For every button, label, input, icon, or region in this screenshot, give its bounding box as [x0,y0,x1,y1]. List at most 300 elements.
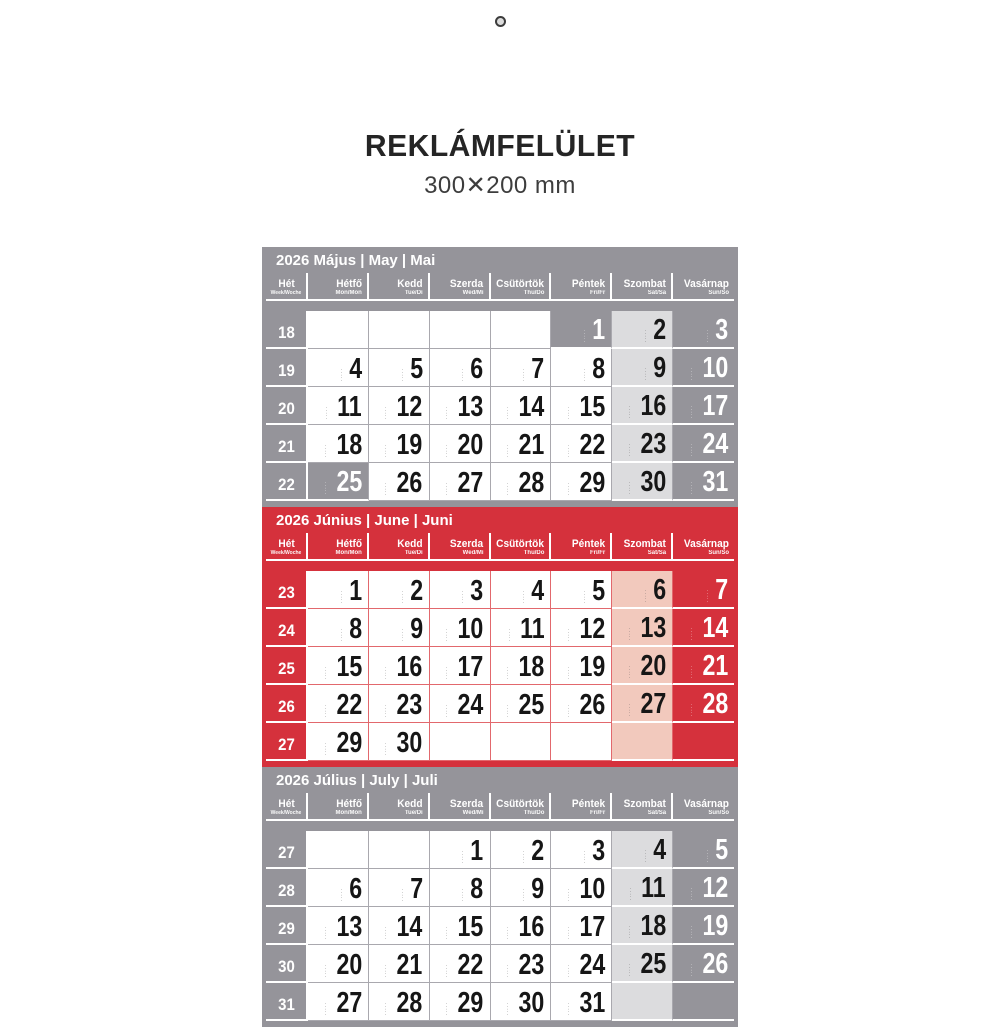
nameday-text: ····· [506,627,513,641]
day-number: 5 [409,352,423,385]
nameday-text: ····· [322,480,329,494]
weekday-sublabel: Sun/So [708,810,729,816]
week-col-header [266,793,308,821]
day-cell [673,831,734,869]
week-col-sublabel: Week/Woche [270,810,302,816]
weekday-sublabel: Mon/Mon [335,550,362,556]
nameday-text: ····· [322,1001,329,1015]
day-number: 26 [579,688,606,721]
nameday-text: ····· [399,589,406,603]
day-cell [491,945,552,983]
weekday-header-cell [308,793,369,821]
nameday-text: ····· [582,367,589,381]
nameday-text: ····· [505,925,512,939]
weekday-sublabel: Fri/Fr [589,290,606,296]
day-cell [308,723,369,761]
nameday-text: ····· [626,924,633,938]
nameday-text: ····· [643,588,649,602]
day-number: 27 [336,986,362,1019]
week-number-cell [266,983,308,1021]
day-number: 17 [702,390,728,422]
week-col-label: Hét [278,537,295,550]
day-cell [369,685,430,723]
nameday-text: ····· [566,443,573,457]
nameday-text: ····· [383,405,390,419]
nameday-text: ····· [582,849,589,863]
week-number: 25 [277,659,295,678]
day-number: 16 [518,910,545,943]
weekday-sublabel: Sat/Sa [647,290,667,296]
day-cell [308,463,369,501]
day-cell [430,945,491,983]
nameday-text: ····· [704,588,711,602]
day-number: 24 [457,688,484,721]
day-number: 7 [715,574,728,606]
nameday-text: ····· [688,442,695,456]
weekday-sublabel: Thu/Do [523,290,545,296]
day-cell [551,983,612,1021]
day-cell [551,311,612,349]
day-cell [369,945,430,983]
nameday-text: ····· [324,405,331,419]
day-number: 25 [336,466,362,498]
nameday-text: ····· [383,665,390,679]
day-number: 26 [702,948,728,980]
day-number: 5 [592,574,606,607]
nameday-text: ····· [322,703,329,717]
month-card-june [262,507,738,767]
week-number: 27 [277,843,295,862]
day-number: 14 [518,390,545,423]
weekday-header-cell [551,533,612,561]
nameday-text: ····· [566,703,573,717]
month-card-may [262,247,738,507]
nameday-text: ····· [688,962,695,976]
weekday-header-cell [491,533,552,561]
day-cell [551,723,612,761]
nameday-text: ····· [460,849,467,863]
day-number: 26 [396,466,423,499]
nameday-text: ····· [566,665,573,679]
nameday-text: ····· [688,404,695,418]
week-col-sublabel: Week/Woche [270,290,302,296]
weekday-label: Csütörtök [496,277,545,290]
day-cell [491,571,552,609]
day-cell [369,387,430,425]
nameday-text: ····· [383,963,390,977]
day-cell [430,311,491,349]
day-number: 6 [470,352,484,385]
nameday-text: ····· [383,1001,390,1015]
day-number: 20 [640,650,667,682]
day-number: 23 [396,688,423,721]
day-number: 18 [640,910,667,942]
nameday-text: ····· [626,626,633,640]
day-cell [430,571,491,609]
day-number: 18 [518,650,545,683]
day-number: 12 [702,872,728,904]
nameday-text: ····· [505,963,512,977]
weekday-label: Szerda [450,277,484,290]
day-cell [369,609,430,647]
day-number: 24 [579,948,606,981]
weekday-sublabel: Wed/Mi [462,290,484,296]
day-cell [491,831,552,869]
week-number: 24 [277,621,295,640]
month-title: 2026 Május | May | Mai [276,252,436,269]
day-cell [673,647,734,685]
nameday-text: ····· [383,443,390,457]
weekday-label: Kedd [397,537,423,550]
nameday-text: ····· [338,589,345,603]
nameday-text: ····· [322,665,329,679]
weekday-label: Péntek [572,797,606,810]
month-card-july [262,767,738,1027]
nameday-text: ····· [566,925,573,939]
nameday-text: ····· [399,367,406,381]
day-number: 23 [518,948,545,981]
day-number: 30 [396,726,423,759]
nameday-text: ····· [444,627,451,641]
day-cell [430,425,491,463]
day-cell [369,723,430,761]
nameday-text: ····· [322,741,329,755]
day-number: 21 [396,948,423,981]
weekday-sublabel: Tue/Di [404,810,423,816]
day-number: 7 [531,352,545,385]
day-number: 13 [336,910,362,943]
day-cell [430,609,491,647]
day-number: 1 [470,834,484,867]
week-number: 31 [277,995,295,1014]
day-cell [673,571,734,609]
day-cell [308,831,369,869]
day-cell [308,869,369,907]
weekday-label: Csütörtök [496,797,545,810]
weekday-header-cell [491,273,552,301]
day-number: 19 [579,650,606,683]
day-number: 22 [579,428,606,461]
weekday-header-cell [430,793,491,821]
day-number: 8 [348,612,362,645]
day-number: 2 [653,314,667,346]
weekday-label: Péntek [572,537,606,550]
day-cell [612,463,673,501]
nameday-text: ····· [338,887,345,901]
day-number: 6 [348,872,362,905]
day-cell [612,831,673,869]
week-number-cell [266,685,308,723]
day-number: 16 [396,650,423,683]
day-number: 18 [336,428,362,461]
weekday-header-cell [612,533,673,561]
weekday-sublabel: Wed/Mi [462,550,484,556]
day-cell [369,349,430,387]
weekday-sublabel: Sat/Sa [647,550,667,556]
day-cell [612,907,673,945]
day-number: 28 [518,466,545,499]
day-cell [612,647,673,685]
day-cell [430,647,491,685]
day-cell [491,983,552,1021]
day-cell [612,945,673,983]
weekday-sublabel: Sun/So [708,550,729,556]
weekday-label: Kedd [397,797,423,810]
day-number: 25 [640,948,667,980]
day-number: 10 [579,872,606,905]
ad-area [0,128,1000,200]
weekday-header-cell [369,533,430,561]
day-number: 29 [579,466,606,499]
day-cell [612,983,673,1021]
day-number: 3 [592,834,606,867]
day-cell [430,387,491,425]
day-number: 2 [409,574,423,607]
ad-headline: REKLÁMFELÜLET [364,128,636,163]
weekday-sublabel: Thu/Do [523,810,545,816]
day-number: 27 [457,466,484,499]
day-number: 15 [336,650,362,683]
day-cell [551,349,612,387]
week-number-cell [266,571,308,609]
day-number: 20 [457,428,484,461]
day-number: 14 [396,910,423,943]
nameday-text: ····· [582,328,589,342]
day-cell [673,945,734,983]
day-number: 30 [640,466,667,498]
day-number: 3 [715,314,728,346]
week-col-header [266,533,308,561]
day-cell [369,869,430,907]
day-cell [491,647,552,685]
day-number: 28 [702,688,728,720]
day-number: 17 [579,910,606,943]
day-number: 4 [348,352,362,385]
day-number: 25 [518,688,545,721]
day-cell [308,311,369,349]
day-cell [430,723,491,761]
nameday-text: ····· [383,925,390,939]
day-cell [551,571,612,609]
day-cell [551,425,612,463]
week-number-cell [266,647,308,685]
nameday-text: ····· [566,963,573,977]
nameday-text: ····· [505,405,512,419]
nameday-text: ····· [322,963,329,977]
nameday-text: ····· [444,481,451,495]
weekday-label: Kedd [397,277,423,290]
day-cell [673,723,734,761]
day-cell [673,349,734,387]
day-number: 30 [518,986,545,1019]
day-number: 29 [457,986,484,1019]
week-number: 30 [277,957,295,976]
week-number: 29 [277,919,295,938]
nameday-text: ····· [566,627,573,641]
nameday-text: ····· [383,703,390,717]
nameday-text: ····· [688,664,695,678]
weekday-header-cell [430,273,491,301]
nameday-text: ····· [460,887,467,901]
nameday-text: ····· [626,702,633,716]
day-cell [369,463,430,501]
day-cell [673,609,734,647]
weekday-header-cell [430,533,491,561]
day-number: 12 [396,390,423,423]
nameday-text: ····· [628,886,635,900]
weekday-sublabel: Thu/Do [523,550,545,556]
day-cell [612,387,673,425]
weekday-sublabel: Mon/Mon [335,810,362,816]
day-number: 21 [702,650,728,682]
day-number: 16 [640,390,667,422]
day-cell [430,831,491,869]
day-cell [369,831,430,869]
weekday-sublabel: Wed/Mi [462,810,484,816]
day-cell [430,685,491,723]
nameday-text: ····· [688,366,695,380]
day-cell [612,685,673,723]
nameday-text: ····· [505,443,512,457]
day-cell [491,311,552,349]
day-number: 3 [470,574,484,607]
day-cell [612,609,673,647]
day-cell [369,425,430,463]
week-number: 20 [277,399,295,418]
weekday-header-cell [673,533,734,561]
day-number: 13 [640,612,667,644]
week-number-cell [266,907,308,945]
nameday-text: ····· [322,925,329,939]
week-number-cell [266,425,308,463]
day-number: 4 [653,834,667,866]
nameday-text: ····· [444,963,451,977]
day-number: 11 [519,612,545,645]
nameday-text: ····· [460,589,467,603]
nameday-text: ····· [444,405,451,419]
day-cell [612,571,673,609]
day-cell [430,349,491,387]
week-number: 28 [277,881,295,900]
day-number: 10 [457,612,484,645]
weekday-label: Csütörtök [496,537,545,550]
weekday-header-cell [673,273,734,301]
day-number: 24 [702,428,728,460]
weekday-label: Hétfő [335,537,362,550]
nameday-text: ····· [338,627,345,641]
week-number-cell [266,463,308,501]
day-cell [551,609,612,647]
weekday-sublabel: Fri/Fr [589,550,606,556]
day-cell [673,907,734,945]
day-cell [491,869,552,907]
day-cell [551,685,612,723]
calendar-grid [266,793,734,1021]
day-number: 15 [579,390,606,423]
day-cell [612,425,673,463]
day-number: 12 [579,612,606,645]
nameday-text: ····· [444,665,451,679]
day-number: 22 [457,948,484,981]
nameday-text: ····· [460,367,467,381]
day-number: 1 [348,574,362,607]
day-cell [491,685,552,723]
day-number: 28 [396,986,423,1019]
day-number: 17 [457,650,484,683]
day-number: 7 [409,872,423,905]
day-cell [551,945,612,983]
week-number: 27 [277,735,295,754]
calendar [262,247,738,1027]
nameday-text: ····· [322,443,329,457]
day-number: 8 [592,352,606,385]
ad-dimensions: 300✕200 mm [424,172,576,199]
weekday-header-cell [491,793,552,821]
week-col-label: Hét [278,277,295,290]
week-number-cell [266,869,308,907]
day-cell [308,647,369,685]
nameday-text: ····· [399,627,406,641]
day-number: 8 [470,872,484,905]
day-number: 1 [592,314,606,346]
week-number: 22 [277,475,295,494]
nameday-text: ····· [704,848,711,862]
day-cell [612,723,673,761]
week-number: 23 [277,583,295,602]
weekday-label: Szombat [623,797,667,810]
nameday-text: ····· [626,480,633,494]
weekday-header-cell [308,533,369,561]
day-number: 5 [715,834,728,866]
day-cell [491,463,552,501]
day-cell [491,425,552,463]
day-number: 19 [396,428,423,461]
nameday-text: ····· [643,848,649,862]
weekday-sublabel: Fri/Fr [589,810,606,816]
weekday-header-cell [612,793,673,821]
day-cell [369,983,430,1021]
day-number: 21 [518,428,545,461]
week-col-header [266,273,308,301]
nameday-text: ····· [505,481,512,495]
day-cell [308,387,369,425]
day-number: 2 [531,834,545,867]
day-number: 6 [653,574,667,606]
day-number: 11 [641,872,667,904]
week-number-cell [266,349,308,387]
day-cell [491,387,552,425]
nameday-text: ····· [688,626,695,640]
day-cell [369,907,430,945]
day-number: 4 [531,574,545,607]
day-cell [369,571,430,609]
weekday-sublabel: Mon/Mon [335,290,362,296]
calendar-grid [266,533,734,761]
month-title: 2026 Június | June | Juni [276,512,453,529]
weekday-label: Hétfő [335,797,362,810]
day-cell [673,311,734,349]
weekday-label: Péntek [572,277,606,290]
day-cell [551,387,612,425]
weekday-label: Szerda [450,537,484,550]
day-cell [308,685,369,723]
day-number: 22 [336,688,362,721]
day-cell [308,349,369,387]
day-number: 29 [336,726,362,759]
nameday-text: ····· [521,887,528,901]
day-cell [551,907,612,945]
day-cell [430,983,491,1021]
